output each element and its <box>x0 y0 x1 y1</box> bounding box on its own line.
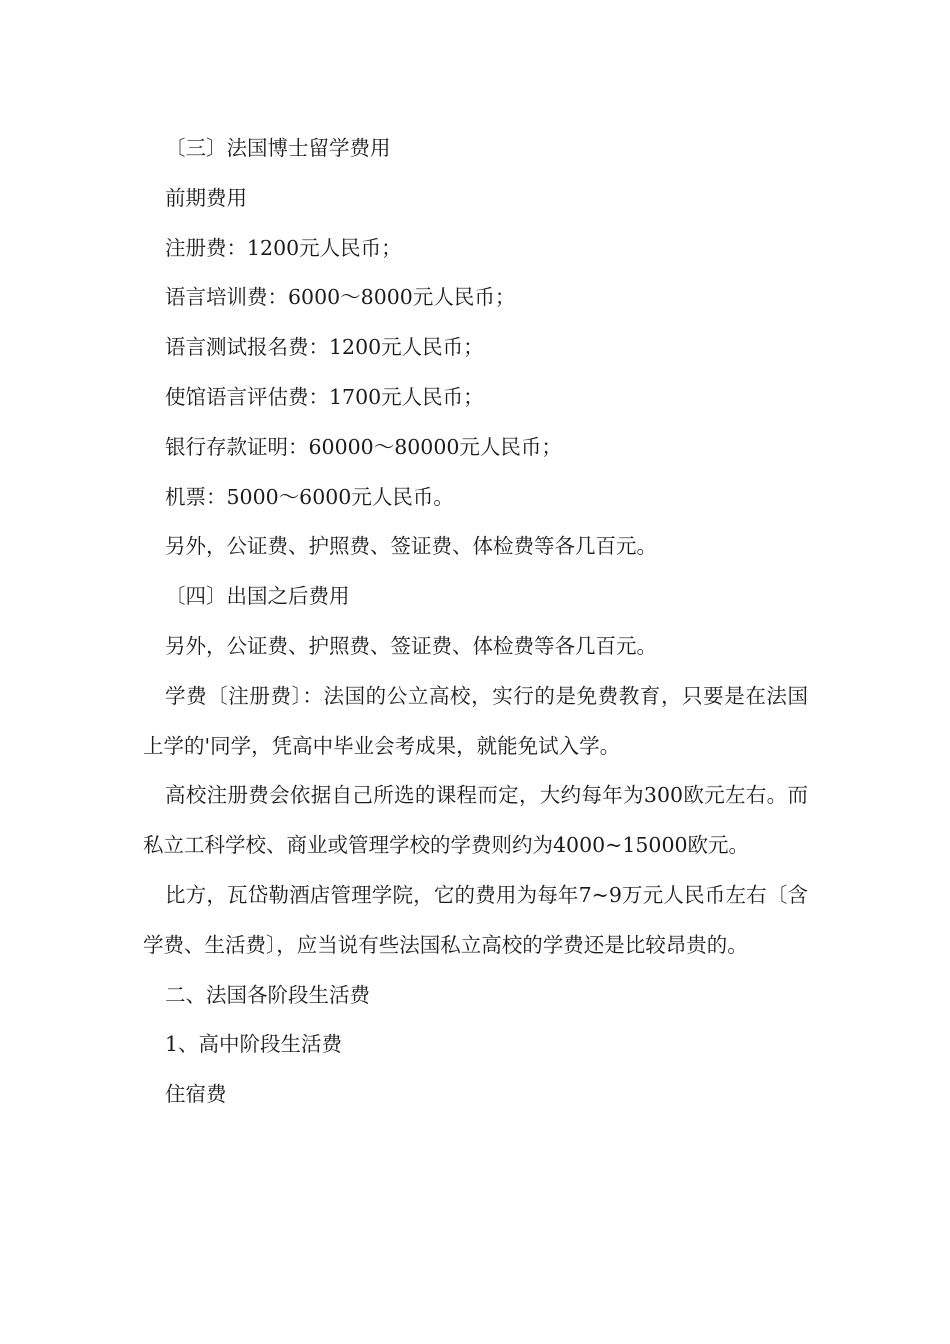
paragraph-tuition-private: 高校注册费会依据自己所选的课程而定，大约每年为300欧元左右。而私立工科学校、商业或管理学校的学费则约为4000~15000欧元。 <box>143 783 808 858</box>
document-body <box>143 124 808 1120</box>
paragraph-example-vatel: 比方，瓦岱勒酒店管理学院，它的费用为每年7~9万元人民币左右〔含学费、生活费〕，应当说有些法国私立高校的学费还是比较昂贵的。 <box>143 882 808 957</box>
cost-line-language-test: 语言测试报名费：1200元人民币； <box>165 335 484 360</box>
cost-line-registration: 注册费：1200元人民币； <box>165 235 402 260</box>
cost-line-misc-fees-repeat: 另外，公证费、护照费、签证费、体检费等各几百元。 <box>165 633 657 658</box>
cost-line-misc-fees: 另外，公证费、护照费、签证费、体检费等各几百元。 <box>165 534 657 559</box>
cost-line-airfare: 机票：5000～6000元人民币。 <box>165 484 454 509</box>
subheading-accommodation: 住宿费 <box>165 1082 227 1107</box>
section-heading-after-departure: 〔四〕出国之后费用 <box>165 584 350 609</box>
paragraph-tuition-public: 学费〔注册费〕：法国的公立高校，实行的是免费教育，只要是在法国上学的'同学，凭高中毕业会考成果，就能免试入学。 <box>143 683 808 758</box>
subheading-high-school-living: 1、高中阶段生活费 <box>165 1032 343 1057</box>
section-heading-living-costs: 二、法国各阶段生活费 <box>165 982 370 1007</box>
cost-line-embassy-assessment: 使馆语言评估费：1700元人民币； <box>165 384 484 409</box>
cost-line-language-training: 语言培训费：6000～8000元人民币； <box>165 285 516 310</box>
subheading-preliminary-costs: 前期费用 <box>165 185 247 210</box>
section-heading-doctoral-costs: 〔三〕法国博士留学费用 <box>165 136 391 160</box>
cost-line-bank-deposit: 银行存款证明：60000～80000元人民币； <box>165 434 562 459</box>
